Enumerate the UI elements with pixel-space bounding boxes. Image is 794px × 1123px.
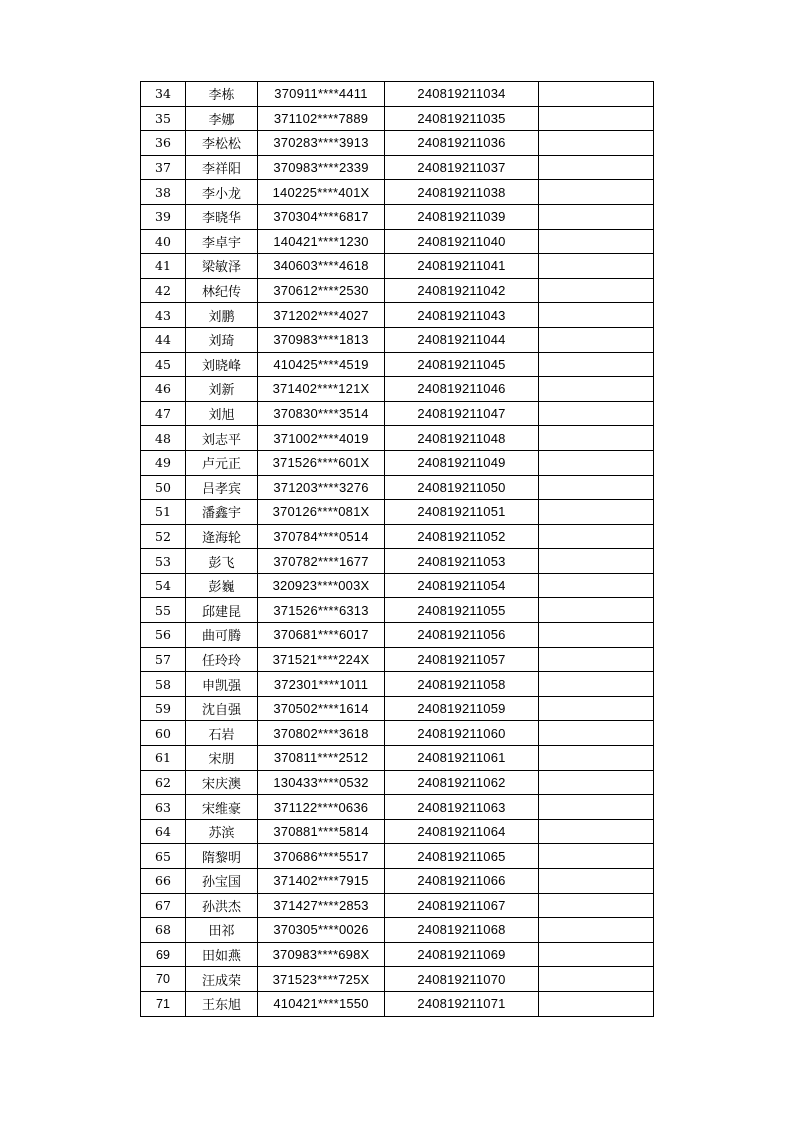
row-number: 69 [141,942,186,967]
person-name: 邱建昆 [186,598,258,623]
row-number: 56 [141,623,186,648]
row-number: 58 [141,672,186,697]
table-row [141,623,654,648]
row-number: 47 [141,401,186,426]
table-row [141,942,654,967]
table-row [141,991,654,1016]
id-number: 370126****081X [258,500,385,525]
note-cell [539,180,654,205]
person-name: 刘旭 [186,401,258,426]
person-name: 林纪传 [186,278,258,303]
table-row [141,549,654,574]
ticket-number: 240819211067 [385,893,539,918]
row-number: 49 [141,450,186,475]
id-number: 370802****3618 [258,721,385,746]
row-number: 42 [141,278,186,303]
table-row [141,131,654,156]
id-number: 340603****4618 [258,254,385,279]
table-row [141,869,654,894]
row-number: 59 [141,696,186,721]
ticket-number: 240819211037 [385,155,539,180]
person-name: 彭飞 [186,549,258,574]
ticket-number: 240819211057 [385,647,539,672]
note-cell [539,352,654,377]
id-number: 370686****5517 [258,844,385,869]
note-cell [539,918,654,943]
row-number: 61 [141,746,186,771]
note-cell [539,377,654,402]
person-name: 石岩 [186,721,258,746]
person-name: 刘琦 [186,327,258,352]
row-number: 46 [141,377,186,402]
ticket-number: 240819211065 [385,844,539,869]
table-row [141,278,654,303]
ticket-number: 240819211038 [385,180,539,205]
person-name: 宋朋 [186,746,258,771]
person-name: 沈自强 [186,696,258,721]
row-number: 45 [141,352,186,377]
note-cell [539,524,654,549]
ticket-number: 240819211055 [385,598,539,623]
ticket-number: 240819211062 [385,770,539,795]
note-cell [539,475,654,500]
ticket-number: 240819211070 [385,967,539,992]
note-cell [539,967,654,992]
row-number: 41 [141,254,186,279]
person-name: 李晓华 [186,204,258,229]
note-cell [539,844,654,869]
note-cell [539,327,654,352]
table-row [141,327,654,352]
id-number: 370782****1677 [258,549,385,574]
note-cell [539,573,654,598]
id-number: 371526****601X [258,450,385,475]
ticket-number: 240819211069 [385,942,539,967]
row-number: 43 [141,303,186,328]
ticket-number: 240819211044 [385,327,539,352]
id-number: 371203****3276 [258,475,385,500]
note-cell [539,746,654,771]
note-cell [539,598,654,623]
note-cell [539,303,654,328]
table-row [141,475,654,500]
id-number: 370612****2530 [258,278,385,303]
id-number: 370830****3514 [258,401,385,426]
person-name: 吕孝宾 [186,475,258,500]
row-number: 57 [141,647,186,672]
note-cell [539,155,654,180]
row-number: 70 [141,967,186,992]
person-name: 李娜 [186,106,258,131]
note-cell [539,401,654,426]
id-number: 370881****5814 [258,819,385,844]
ticket-number: 240819211056 [385,623,539,648]
note-cell [539,647,654,672]
table-row [141,696,654,721]
person-name: 曲可腾 [186,623,258,648]
row-number: 60 [141,721,186,746]
ticket-number: 240819211053 [385,549,539,574]
note-cell [539,869,654,894]
row-number: 62 [141,770,186,795]
roster-table-body [141,82,654,1017]
row-number: 38 [141,180,186,205]
table-row [141,352,654,377]
row-number: 40 [141,229,186,254]
ticket-number: 240819211052 [385,524,539,549]
table-row [141,303,654,328]
table-row [141,672,654,697]
note-cell [539,450,654,475]
table-row [141,426,654,451]
table-row [141,770,654,795]
row-number: 51 [141,500,186,525]
row-number: 50 [141,475,186,500]
ticket-number: 240819211064 [385,819,539,844]
id-number: 370283****3913 [258,131,385,156]
table-row [141,500,654,525]
row-number: 55 [141,598,186,623]
table-row [141,721,654,746]
id-number: 370304****6817 [258,204,385,229]
row-number: 53 [141,549,186,574]
ticket-number: 240819211048 [385,426,539,451]
row-number: 44 [141,327,186,352]
id-number: 140421****1230 [258,229,385,254]
person-name: 苏滨 [186,819,258,844]
person-name: 宋维豪 [186,795,258,820]
row-number: 64 [141,819,186,844]
table-row [141,795,654,820]
ticket-number: 240819211047 [385,401,539,426]
note-cell [539,229,654,254]
ticket-number: 240819211036 [385,131,539,156]
id-number: 371427****2853 [258,893,385,918]
row-number: 39 [141,204,186,229]
roster-table [140,81,654,1017]
note-cell [539,770,654,795]
ticket-number: 240819211066 [385,869,539,894]
ticket-number: 240819211039 [385,204,539,229]
note-cell [539,82,654,107]
ticket-number: 240819211068 [385,918,539,943]
row-number: 66 [141,869,186,894]
person-name: 彭巍 [186,573,258,598]
person-name: 李松松 [186,131,258,156]
row-number: 67 [141,893,186,918]
table-row [141,524,654,549]
row-number: 35 [141,106,186,131]
person-name: 李栋 [186,82,258,107]
id-number: 370811****2512 [258,746,385,771]
id-number: 410425****4519 [258,352,385,377]
person-name: 刘晓峰 [186,352,258,377]
table-row [141,82,654,107]
id-number: 370502****1614 [258,696,385,721]
row-number: 34 [141,82,186,107]
table-row [141,573,654,598]
note-cell [539,106,654,131]
person-name: 田如燕 [186,942,258,967]
person-name: 孙洪杰 [186,893,258,918]
id-number: 371526****6313 [258,598,385,623]
note-cell [539,942,654,967]
row-number: 54 [141,573,186,598]
note-cell [539,204,654,229]
note-cell [539,795,654,820]
row-number: 48 [141,426,186,451]
row-number: 63 [141,795,186,820]
id-number: 370784****0514 [258,524,385,549]
person-name: 田祁 [186,918,258,943]
person-name: 卢元正 [186,450,258,475]
person-name: 隋黎明 [186,844,258,869]
ticket-number: 240819211040 [385,229,539,254]
note-cell [539,696,654,721]
id-number: 371202****4027 [258,303,385,328]
ticket-number: 240819211061 [385,746,539,771]
ticket-number: 240819211063 [385,795,539,820]
id-number: 371523****725X [258,967,385,992]
id-number: 371402****7915 [258,869,385,894]
id-number: 371122****0636 [258,795,385,820]
id-number: 130433****0532 [258,770,385,795]
table-row [141,967,654,992]
note-cell [539,819,654,844]
id-number: 371402****121X [258,377,385,402]
note-cell [539,991,654,1016]
row-number: 36 [141,131,186,156]
ticket-number: 240819211042 [385,278,539,303]
table-row [141,647,654,672]
table-row [141,155,654,180]
ticket-number: 240819211034 [385,82,539,107]
table-row [141,106,654,131]
person-name: 逄海轮 [186,524,258,549]
row-number: 71 [141,991,186,1016]
ticket-number: 240819211054 [385,573,539,598]
ticket-number: 240819211058 [385,672,539,697]
note-cell [539,131,654,156]
person-name: 宋庆澳 [186,770,258,795]
ticket-number: 240819211071 [385,991,539,1016]
table-row [141,450,654,475]
table-row [141,598,654,623]
row-number: 52 [141,524,186,549]
note-cell [539,254,654,279]
table-row [141,377,654,402]
person-name: 李小龙 [186,180,258,205]
row-number: 65 [141,844,186,869]
id-number: 410421****1550 [258,991,385,1016]
ticket-number: 240819211051 [385,500,539,525]
person-name: 李祥阳 [186,155,258,180]
id-number: 371102****7889 [258,106,385,131]
person-name: 汪成荣 [186,967,258,992]
person-name: 刘志平 [186,426,258,451]
person-name: 李卓宇 [186,229,258,254]
table-row [141,229,654,254]
person-name: 梁敏泽 [186,254,258,279]
id-number: 370681****6017 [258,623,385,648]
ticket-number: 240819211041 [385,254,539,279]
ticket-number: 240819211049 [385,450,539,475]
id-number: 140225****401X [258,180,385,205]
person-name: 申凯强 [186,672,258,697]
note-cell [539,893,654,918]
note-cell [539,623,654,648]
id-number: 370911****4411 [258,82,385,107]
id-number: 371521****224X [258,647,385,672]
note-cell [539,500,654,525]
person-name: 孙宝国 [186,869,258,894]
ticket-number: 240819211043 [385,303,539,328]
id-number: 370983****698X [258,942,385,967]
row-number: 37 [141,155,186,180]
note-cell [539,549,654,574]
note-cell [539,278,654,303]
table-row [141,204,654,229]
table-row [141,893,654,918]
id-number: 371002****4019 [258,426,385,451]
table-row [141,918,654,943]
table-row [141,844,654,869]
ticket-number: 240819211035 [385,106,539,131]
table-row [141,180,654,205]
note-cell [539,721,654,746]
ticket-number: 240819211059 [385,696,539,721]
person-name: 王东旭 [186,991,258,1016]
ticket-number: 240819211050 [385,475,539,500]
person-name: 刘新 [186,377,258,402]
id-number: 370983****1813 [258,327,385,352]
row-number: 68 [141,918,186,943]
ticket-number: 240819211046 [385,377,539,402]
table-row [141,254,654,279]
table-row [141,746,654,771]
table-row [141,401,654,426]
ticket-number: 240819211060 [385,721,539,746]
id-number: 370305****0026 [258,918,385,943]
id-number: 370983****2339 [258,155,385,180]
person-name: 潘鑫宇 [186,500,258,525]
person-name: 任玲玲 [186,647,258,672]
id-number: 372301****1011 [258,672,385,697]
note-cell [539,672,654,697]
note-cell [539,426,654,451]
person-name: 刘鹏 [186,303,258,328]
ticket-number: 240819211045 [385,352,539,377]
id-number: 320923****003X [258,573,385,598]
table-row [141,819,654,844]
